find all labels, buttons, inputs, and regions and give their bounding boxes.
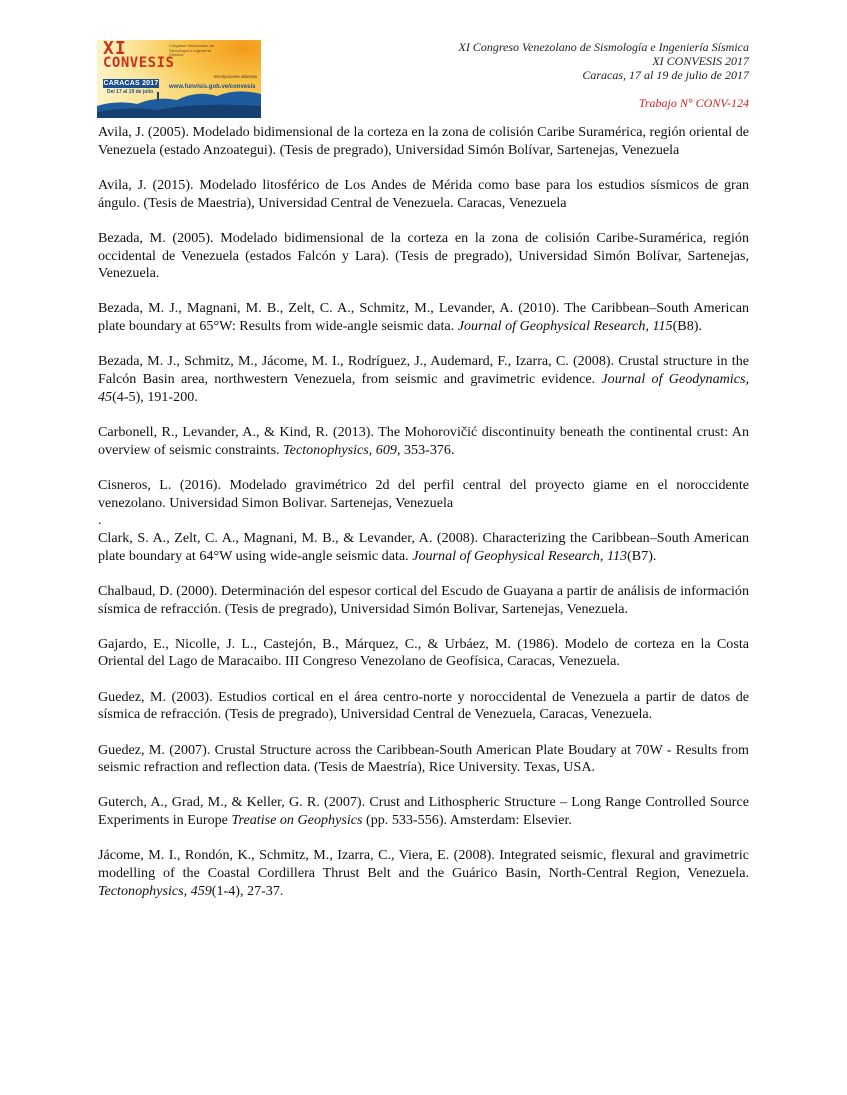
reference-item <box>98 477 749 512</box>
header-congress-name: XI Congreso Venezolano de Sismología e Ingeniería Sísmica <box>458 40 749 54</box>
reference-text: Bezada, M. J., Magnani, M. B., Zelt, C. A., Schmitz, M., Levander, A. (2010). The Caribbean–South American plate boundary at 65°W: Results from wide-angle seismic data. <box>98 300 749 335</box>
header-paper-number: Trabajo N° CONV-124 <box>638 96 749 110</box>
logo-title <box>103 41 174 71</box>
reference-journal: Tectonophysics, 609 <box>283 441 397 458</box>
logo-title-line2: CONVESIS <box>103 55 175 71</box>
header-congress-short: XI CONVESIS 2017 <box>652 54 749 68</box>
reference-tail: (4-5), 191-200. <box>112 388 198 405</box>
reference-text: Guedez, M. (2003). Estudios cortical en el área centro-norte y noroccidental de Venezuela a partir de datos de sísmica de refracción. (Tesis de pregrado), Universidad Central de Venezuela, Caracas, Venezuela. <box>98 688 749 723</box>
reference-item <box>98 689 749 724</box>
reference-text: Guterch, A., Grad, M., & Keller, G. R. (2007). Crust and Lithospheric Structure – Long Range Controlled Source Experiments in Europe <box>98 794 749 829</box>
reference-item <box>98 300 749 335</box>
reference-item <box>98 583 749 618</box>
reference-text: Jácome, M. I., Rondón, K., Schmitz, M., Izarra, C., Viera, E. (2008). Integrated seismic, flexural and gravimetric modelling of the Coastal Cordillera Thrust Belt and the Guárico Basin, North-Central Region, Venezuela. <box>98 847 749 882</box>
reference-tail: (pp. 533-556). Amsterdam: Elsevier. <box>362 812 572 829</box>
logo-inscriptions: Inscripciones abiertas <box>213 74 257 79</box>
reference-journal: Tectonophysics, 459 <box>98 882 212 899</box>
reference-item <box>98 847 749 900</box>
reference-text: Guedez, M. (2007). Crustal Structure across the Caribbean-South American Plate Boudary at 70W - Results from seismic refraction and reflection data. (Tesis de Maestría), Rice University. Texas, USA. <box>98 741 749 776</box>
header-location-date: Caracas, 17 al 19 de julio de 2017 <box>582 68 749 82</box>
reference-item <box>98 353 749 406</box>
logo-url: www.funvisis.gob.ve/convesis <box>169 84 256 90</box>
reference-journal: Journal of Geodynamics, 45 <box>98 371 749 405</box>
reference-text: Chalbaud, D. (2000). Determinación del espesor cortical del Escudo de Guayana a partir de análisis de información sísmica de refracción. (Tesis de pregrado), Universidad Simón Bolivar, Sartenejas, Venezuela. <box>98 582 749 617</box>
page-header <box>458 40 749 110</box>
reference-list <box>98 124 749 918</box>
logo-subtitle: Congreso Venezolano de Sismología e Ingeniería Sísmica <box>169 43 214 58</box>
reference-journal: Journal of Geophysical Research, 115 <box>457 318 673 335</box>
reference-item <box>98 742 749 777</box>
reference-item <box>98 230 749 283</box>
convesis-logo <box>97 40 261 118</box>
stray-dot: . <box>98 512 102 529</box>
reference-tail: , 353-376. <box>396 441 455 458</box>
reference-text: Cisneros, L. (2016). Modelado gravimétrico 2d del perfil central del proyecto giame en el noroccidente venezolano. Universidad Simon Bolivar. Sartenejas, Venezuela <box>98 476 749 511</box>
reference-item <box>98 424 749 459</box>
reference-item <box>98 177 749 212</box>
reference-tail: (1-4), 27-37. <box>211 882 284 899</box>
reference-item <box>98 794 749 829</box>
reference-journal: Journal of Geophysical Research, 113 <box>412 547 628 564</box>
reference-text: Gajardo, E., Nicolle, J. L., Castejón, B., Márquez, C., & Urbáez, M. (1986). Modelo de corteza en la Costa Oriental del Lago de Maracaibo. III Congreso Venezolano de Geofísica, Caracas, Venezuela. <box>98 635 749 670</box>
reference-journal: Treatise on Geophysics <box>231 812 363 829</box>
reference-tail: (B8). <box>672 318 702 335</box>
reference-item <box>98 636 749 671</box>
reference-item <box>98 124 749 159</box>
logo-title-line1: XI <box>103 40 127 59</box>
reference-text: Avila, J. (2015). Modelado litosférico de Los Andes de Mérida como base para los estudios sísmicos de gran ángulo. (Tesis de Maestria), Universidad Central de Venezuela. Caracas, Venezuela <box>98 176 749 211</box>
reference-item <box>98 530 749 565</box>
reference-text: Clark, S. A., Zelt, C. A., Magnani, M. B., & Levander, A. (2008). Characterizing the Caribbean–South American plate boundary at 64°W using wide-angle seismic data. <box>98 529 749 564</box>
reference-tail: (B7). <box>627 547 657 564</box>
reference-text: Avila, J. (2005). Modelado bidimensional de la corteza en la zona de colisión Caribe Suramérica, región oriental de Venezuela (estado Anzoategui). (Tesis de pregrado), Universidad Simón Bolívar, Sartenejas, Venezuela <box>98 124 749 158</box>
reference-text: Bezada, M. (2005). Modelado bidimensional de la corteza en la zona de colisión Caribe-Suramérica, región occidental de Venezuela (estados Falcón y Lara). (Tesis de pregrado), Universidad Simón Bolívar, Sartenejas, Venezuela. <box>98 229 749 282</box>
reference-text: Carbonell, R., Levander, A., & Kind, R. (2013). The Mohorovičić discontinuity beneath the continental crust: An overview of seismic constraints. <box>98 423 749 458</box>
reference-text: Bezada, M. J., Schmitz, M., Jácome, M. I., Rodríguez, J., Audemard, F., Izarra, C. (2008). Crustal structure in the Falcón Basin area, northwestern Venezuela, from seismic and gravimetric evidence. <box>98 353 749 388</box>
logo-city-badge: CARACAS 2017 <box>103 80 159 87</box>
logo-dates: Del 17 al 19 de julio <box>107 89 154 95</box>
